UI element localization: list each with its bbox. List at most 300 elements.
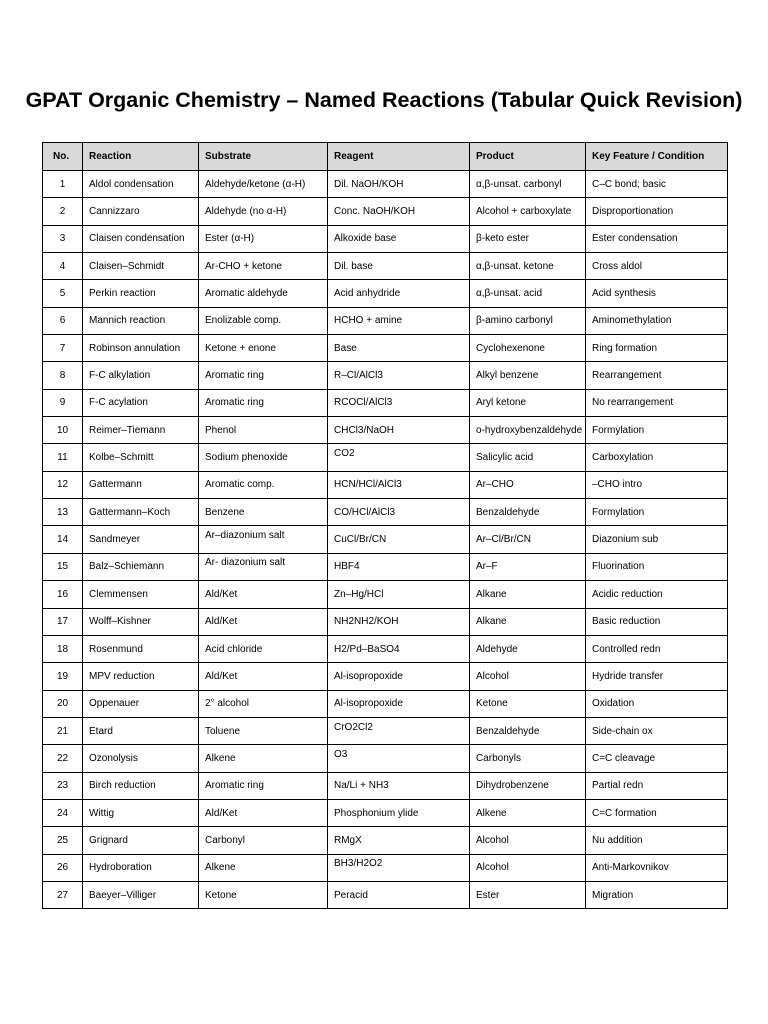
cell-substrate <box>199 526 328 553</box>
cell-substrate <box>199 198 328 225</box>
table-row <box>43 335 728 362</box>
cell-reagent <box>328 745 470 772</box>
cell-reaction-text: Sandmeyer <box>89 534 141 546</box>
cell-product-text: Cyclohexenone <box>476 342 545 354</box>
cell-reagent-text: HCN/HCl/AlCl3 <box>334 479 402 491</box>
cell-product <box>470 499 586 526</box>
cell-key-feature <box>586 553 728 580</box>
cell-reagent-text: CHCl3/NaOH <box>334 424 395 436</box>
cell-key-feature-text: Formylation <box>592 506 645 518</box>
cell-product-text: Benzaldehyde <box>476 725 540 737</box>
cell-reagent <box>328 881 470 908</box>
cell-substrate <box>199 881 328 908</box>
cell-product <box>470 827 586 854</box>
cell-substrate <box>199 253 328 280</box>
cell-reagent <box>328 663 470 690</box>
cell-reagent-text: NH2NH2/KOH <box>334 616 399 628</box>
cell-reaction-text: Mannich reaction <box>89 315 166 327</box>
cell-reagent-text: CO2 <box>334 448 355 460</box>
cell-no <box>43 663 83 690</box>
cell-no <box>43 417 83 444</box>
cell-key-feature <box>586 608 728 635</box>
cell-no <box>43 717 83 744</box>
cell-substrate-text: Alkene <box>205 752 236 764</box>
cell-reagent-text: CuCl/Br/CN <box>334 534 387 546</box>
table-row <box>43 827 728 854</box>
cell-substrate <box>199 171 328 198</box>
cell-no-text: 25 <box>56 834 69 846</box>
cell-reaction-text: Wittig <box>89 807 114 819</box>
cell-reagent-text: HBF4 <box>334 561 360 573</box>
cell-reaction <box>83 772 199 799</box>
cell-no <box>43 526 83 553</box>
cell-reaction <box>83 362 199 389</box>
cell-key-feature-text: Acid synthesis <box>592 288 656 300</box>
cell-substrate-text: Sodium phenoxide <box>205 452 288 464</box>
cell-reagent <box>328 581 470 608</box>
cell-key-feature-text: Controlled redn <box>592 643 661 655</box>
cell-reagent-text: HCHO + amine <box>334 315 403 327</box>
cell-key-feature-text: –CHO intro <box>592 479 643 491</box>
cell-product-text: Ketone <box>476 698 508 710</box>
cell-reagent <box>328 635 470 662</box>
cell-reagent-text: Phosphonium ylide <box>334 807 419 819</box>
cell-no-text: 27 <box>56 889 69 901</box>
cell-product-text: β-amino carbonyl <box>476 315 553 327</box>
cell-reaction <box>83 799 199 826</box>
cell-reaction-text: Rosenmund <box>89 643 143 655</box>
table-row <box>43 553 728 580</box>
cell-no <box>43 854 83 881</box>
cell-key-feature <box>586 581 728 608</box>
table-row <box>43 198 728 225</box>
cell-reagent <box>328 772 470 799</box>
cell-substrate <box>199 745 328 772</box>
cell-reagent-text: RCOCl/AlCl3 <box>334 397 393 409</box>
cell-substrate-text: Ald/Ket <box>205 807 238 819</box>
cell-reagent <box>328 225 470 252</box>
cell-key-feature <box>586 772 728 799</box>
cell-key-feature <box>586 198 728 225</box>
table-row <box>43 280 728 307</box>
cell-no <box>43 253 83 280</box>
cell-substrate-text: Aldehyde/ketone (α-H) <box>205 178 306 190</box>
cell-product-text: α,β-unsat. ketone <box>476 260 554 272</box>
cell-no-text: 5 <box>59 288 66 300</box>
cell-substrate-text: Ketone + enone <box>205 342 276 354</box>
cell-reagent <box>328 608 470 635</box>
cell-substrate-text: 2° alcohol <box>205 698 250 710</box>
cell-reaction <box>83 717 199 744</box>
cell-substrate <box>199 608 328 635</box>
cell-reaction-text: Hydroboration <box>89 862 152 874</box>
cell-reaction <box>83 827 199 854</box>
cell-no <box>43 690 83 717</box>
cell-key-feature-text: No rearrangement <box>592 397 674 409</box>
cell-substrate <box>199 854 328 881</box>
table-row <box>43 526 728 553</box>
cell-product-text: Alcohol + carboxylate <box>476 206 572 218</box>
table-row <box>43 717 728 744</box>
table-row <box>43 417 728 444</box>
cell-key-feature-text: Ester condensation <box>592 233 678 245</box>
table-row <box>43 690 728 717</box>
cell-key-feature-text: C=C cleavage <box>592 752 656 764</box>
cell-reaction-text: Etard <box>89 725 113 737</box>
cell-no-text: 20 <box>56 698 69 710</box>
cell-key-feature <box>586 362 728 389</box>
cell-product <box>470 335 586 362</box>
cell-no <box>43 772 83 799</box>
column-header-key-feature: Key Feature / Condition <box>586 143 728 171</box>
cell-product <box>470 280 586 307</box>
cell-reagent-text: Peracid <box>334 889 368 901</box>
cell-reagent-text: O3 <box>334 748 348 760</box>
cell-no-text: 1 <box>59 178 66 190</box>
cell-substrate-text: Alkene <box>205 862 236 874</box>
cell-no-text: 13 <box>56 506 69 518</box>
cell-key-feature-text: Aminomethylation <box>592 315 672 327</box>
cell-no-text: 8 <box>59 370 66 382</box>
cell-reagent <box>328 362 470 389</box>
cell-product-text: α,β-unsat. carbonyl <box>476 178 562 190</box>
cell-substrate <box>199 717 328 744</box>
cell-substrate <box>199 362 328 389</box>
cell-reagent-text: Dil. base <box>334 260 373 272</box>
cell-no <box>43 881 83 908</box>
cell-reaction-text: Perkin reaction <box>89 288 156 300</box>
cell-reaction-text: Grignard <box>89 834 128 846</box>
cell-key-feature <box>586 663 728 690</box>
cell-reagent-text: Zn–Hg/HCl <box>334 588 384 600</box>
cell-reaction <box>83 553 199 580</box>
cell-product <box>470 526 586 553</box>
table-row <box>43 608 728 635</box>
cell-reaction <box>83 581 199 608</box>
cell-substrate <box>199 635 328 662</box>
cell-reaction <box>83 444 199 471</box>
cell-no <box>43 225 83 252</box>
cell-reaction <box>83 499 199 526</box>
cell-reagent <box>328 690 470 717</box>
cell-reagent <box>328 335 470 362</box>
cell-no-text: 18 <box>56 643 69 655</box>
cell-reaction-text: Balz–Schiemann <box>89 561 165 573</box>
cell-product <box>470 471 586 498</box>
cell-reaction <box>83 307 199 334</box>
cell-product <box>470 198 586 225</box>
cell-substrate-text: Ar–diazonium salt <box>205 530 285 542</box>
cell-reaction-text: Robinson annulation <box>89 342 181 354</box>
cell-substrate <box>199 581 328 608</box>
cell-reagent-text: Al-isopropoxide <box>334 698 403 710</box>
cell-reaction-text: Kolbe–Schmitt <box>89 452 154 464</box>
cell-reagent <box>328 444 470 471</box>
cell-reagent-text: Dil. NaOH/KOH <box>334 178 404 190</box>
cell-reagent <box>328 854 470 881</box>
table-row <box>43 772 728 799</box>
cell-reaction-text: F-C alkylation <box>89 370 151 382</box>
cell-no <box>43 444 83 471</box>
cell-reagent <box>328 471 470 498</box>
cell-no-text: 11 <box>57 452 68 464</box>
table-body <box>43 171 728 909</box>
cell-reagent <box>328 389 470 416</box>
cell-reaction-text: Cannizzaro <box>89 206 140 218</box>
cell-key-feature-text: Partial redn <box>592 780 644 792</box>
cell-substrate-text: Benzene <box>205 506 245 518</box>
cell-product <box>470 745 586 772</box>
cell-substrate-text: Acid chloride <box>205 643 263 655</box>
cell-key-feature-text: Oxidation <box>592 698 635 710</box>
cell-reaction-text: Claisen–Schmidt <box>89 260 165 272</box>
cell-reaction-text: Claisen condensation <box>89 233 185 245</box>
cell-product-text: Salicylic acid <box>476 452 534 464</box>
cell-substrate-text: Aldehyde (no α-H) <box>205 206 287 218</box>
cell-reagent-text: H2/Pd–BaSO4 <box>334 643 400 655</box>
cell-key-feature <box>586 389 728 416</box>
cell-substrate <box>199 444 328 471</box>
cell-key-feature-text: Rearrangement <box>592 370 662 382</box>
column-header-substrate: Substrate <box>199 143 328 171</box>
cell-reaction-text: Clemmensen <box>89 588 148 600</box>
page-title: GPAT Organic Chemistry – Named Reactions (Tabular Quick Revision) <box>25 88 743 112</box>
cell-product-text: Alkyl benzene <box>476 370 539 382</box>
cell-reaction-text: Birch reduction <box>89 780 156 792</box>
cell-key-feature-text: Side-chain ox <box>592 725 653 737</box>
cell-product <box>470 444 586 471</box>
cell-key-feature-text: Carboxylation <box>592 452 654 464</box>
cell-reaction <box>83 854 199 881</box>
cell-product <box>470 417 586 444</box>
cell-no <box>43 362 83 389</box>
table-row <box>43 881 728 908</box>
cell-reagent <box>328 171 470 198</box>
cell-product <box>470 225 586 252</box>
cell-no <box>43 827 83 854</box>
cell-substrate <box>199 335 328 362</box>
cell-substrate-text: Enolizable comp. <box>205 315 282 327</box>
cell-product-text: Alkane <box>476 616 507 628</box>
column-header-reaction: Reaction <box>83 143 199 171</box>
cell-substrate <box>199 772 328 799</box>
cell-reaction <box>83 690 199 717</box>
cell-no <box>43 553 83 580</box>
table-row <box>43 581 728 608</box>
cell-no <box>43 198 83 225</box>
cell-reaction-text: Gattermann <box>89 479 142 491</box>
cell-key-feature <box>586 799 728 826</box>
cell-reaction <box>83 745 199 772</box>
cell-product <box>470 881 586 908</box>
cell-no <box>43 280 83 307</box>
cell-substrate-text: Ar- diazonium salt <box>205 557 286 569</box>
cell-key-feature-text: Formylation <box>592 424 645 436</box>
table-row <box>43 854 728 881</box>
table-row <box>43 444 728 471</box>
table-row <box>43 225 728 252</box>
cell-key-feature-text: Anti-Markovnikov <box>592 862 669 874</box>
cell-key-feature <box>586 280 728 307</box>
cell-product <box>470 389 586 416</box>
cell-key-feature <box>586 335 728 362</box>
cell-substrate <box>199 471 328 498</box>
cell-substrate-text: Ar-CHO + ketone <box>205 260 282 272</box>
cell-reaction <box>83 417 199 444</box>
cell-product-text: β-keto ester <box>476 233 529 245</box>
cell-no-text: 7 <box>59 342 66 354</box>
cell-substrate-text: Ald/Ket <box>205 588 238 600</box>
cell-product <box>470 772 586 799</box>
cell-no-text: 4 <box>59 260 66 272</box>
cell-reaction <box>83 881 199 908</box>
cell-reagent <box>328 799 470 826</box>
cell-no-text: 3 <box>59 233 66 245</box>
cell-no-text: 19 <box>56 670 69 682</box>
cell-product <box>470 171 586 198</box>
cell-no <box>43 499 83 526</box>
cell-product <box>470 717 586 744</box>
cell-no <box>43 307 83 334</box>
cell-reaction-text: Gattermann–Koch <box>89 506 171 518</box>
cell-substrate <box>199 827 328 854</box>
cell-reagent <box>328 280 470 307</box>
cell-product-text: Carbonyls <box>476 752 522 764</box>
cell-key-feature <box>586 690 728 717</box>
cell-no-text: 9 <box>59 397 66 409</box>
cell-reagent-text: Al-isopropoxide <box>334 670 403 682</box>
cell-no <box>43 581 83 608</box>
cell-key-feature-text: Ring formation <box>592 342 658 354</box>
cell-substrate <box>199 499 328 526</box>
cell-reaction-text: MPV reduction <box>89 670 155 682</box>
cell-product-text: Ar–CHO <box>476 479 514 491</box>
cell-product <box>470 581 586 608</box>
cell-product-text: Aldehyde <box>476 643 518 655</box>
cell-key-feature <box>586 499 728 526</box>
cell-reagent <box>328 198 470 225</box>
cell-reagent-text: BH3/H2O2 <box>334 858 383 870</box>
cell-reagent <box>328 526 470 553</box>
cell-reagent <box>328 827 470 854</box>
reactions-table <box>42 142 728 909</box>
cell-substrate-text: Aromatic comp. <box>205 479 275 491</box>
cell-product <box>470 553 586 580</box>
cell-no <box>43 471 83 498</box>
cell-no <box>43 389 83 416</box>
cell-key-feature <box>586 171 728 198</box>
cell-product <box>470 307 586 334</box>
cell-no-text: 22 <box>56 752 69 764</box>
cell-product-text: o-hydroxybenzaldehyde <box>476 424 583 436</box>
cell-no-text: 2 <box>59 206 66 218</box>
cell-product-text: Ester <box>476 889 500 901</box>
cell-reaction <box>83 608 199 635</box>
cell-reaction <box>83 335 199 362</box>
cell-reagent-text: CrO2Cl2 <box>334 721 373 733</box>
cell-key-feature-text: Cross aldol <box>592 260 643 272</box>
cell-no-text: 26 <box>56 862 69 874</box>
cell-reagent <box>328 717 470 744</box>
cell-key-feature-text: Migration <box>592 889 634 901</box>
table-row <box>43 663 728 690</box>
cell-substrate <box>199 799 328 826</box>
cell-key-feature-text: Basic reduction <box>592 616 661 628</box>
column-header-no: No. <box>43 143 83 171</box>
cell-reaction-text: Aldol condensation <box>89 178 174 190</box>
table-row <box>43 499 728 526</box>
cell-key-feature <box>586 417 728 444</box>
cell-no-text: 24 <box>56 807 69 819</box>
cell-product <box>470 635 586 662</box>
cell-reaction-text: Baeyer–Villiger <box>89 889 157 901</box>
cell-key-feature-text: C=C formation <box>592 807 657 819</box>
cell-reagent <box>328 499 470 526</box>
cell-no <box>43 745 83 772</box>
cell-key-feature-text: Disproportionation <box>592 206 674 218</box>
column-header-reagent: Reagent <box>328 143 470 171</box>
cell-substrate <box>199 389 328 416</box>
cell-key-feature <box>586 854 728 881</box>
cell-no-text: 6 <box>59 315 66 327</box>
cell-reaction <box>83 253 199 280</box>
table-row <box>43 799 728 826</box>
cell-key-feature <box>586 526 728 553</box>
cell-product <box>470 690 586 717</box>
cell-product-text: Alcohol <box>476 862 509 874</box>
cell-no <box>43 335 83 362</box>
cell-reaction <box>83 225 199 252</box>
cell-substrate <box>199 280 328 307</box>
table-row <box>43 253 728 280</box>
cell-key-feature <box>586 717 728 744</box>
cell-substrate <box>199 553 328 580</box>
cell-product <box>470 253 586 280</box>
cell-reagent-text: Base <box>334 342 357 354</box>
cell-no <box>43 635 83 662</box>
cell-reaction <box>83 635 199 662</box>
table-row <box>43 389 728 416</box>
cell-reaction-text: Oppenauer <box>89 698 140 710</box>
cell-key-feature-text: Acidic reduction <box>592 588 663 600</box>
cell-no <box>43 171 83 198</box>
cell-product <box>470 663 586 690</box>
cell-key-feature <box>586 225 728 252</box>
cell-substrate-text: Aromatic ring <box>205 397 264 409</box>
cell-reagent <box>328 307 470 334</box>
cell-no-text: 15 <box>56 561 69 573</box>
cell-reagent-text: Alkoxide base <box>334 233 397 245</box>
cell-no-text: 12 <box>56 479 69 491</box>
table-row <box>43 745 728 772</box>
cell-product <box>470 799 586 826</box>
cell-substrate <box>199 225 328 252</box>
cell-key-feature <box>586 307 728 334</box>
cell-no-text: 21 <box>56 725 69 737</box>
cell-reaction <box>83 280 199 307</box>
cell-no-text: 16 <box>56 588 69 600</box>
cell-no-text: 10 <box>56 424 69 436</box>
cell-reaction <box>83 389 199 416</box>
cell-key-feature-text: Fluorination <box>592 561 645 573</box>
cell-substrate-text: Ald/Ket <box>205 616 238 628</box>
table-row <box>43 471 728 498</box>
cell-reaction <box>83 526 199 553</box>
cell-substrate-text: Toluene <box>205 725 241 737</box>
cell-substrate-text: Aromatic ring <box>205 780 264 792</box>
cell-product-text: Benzaldehyde <box>476 506 540 518</box>
cell-substrate-text: Ald/Ket <box>205 670 238 682</box>
